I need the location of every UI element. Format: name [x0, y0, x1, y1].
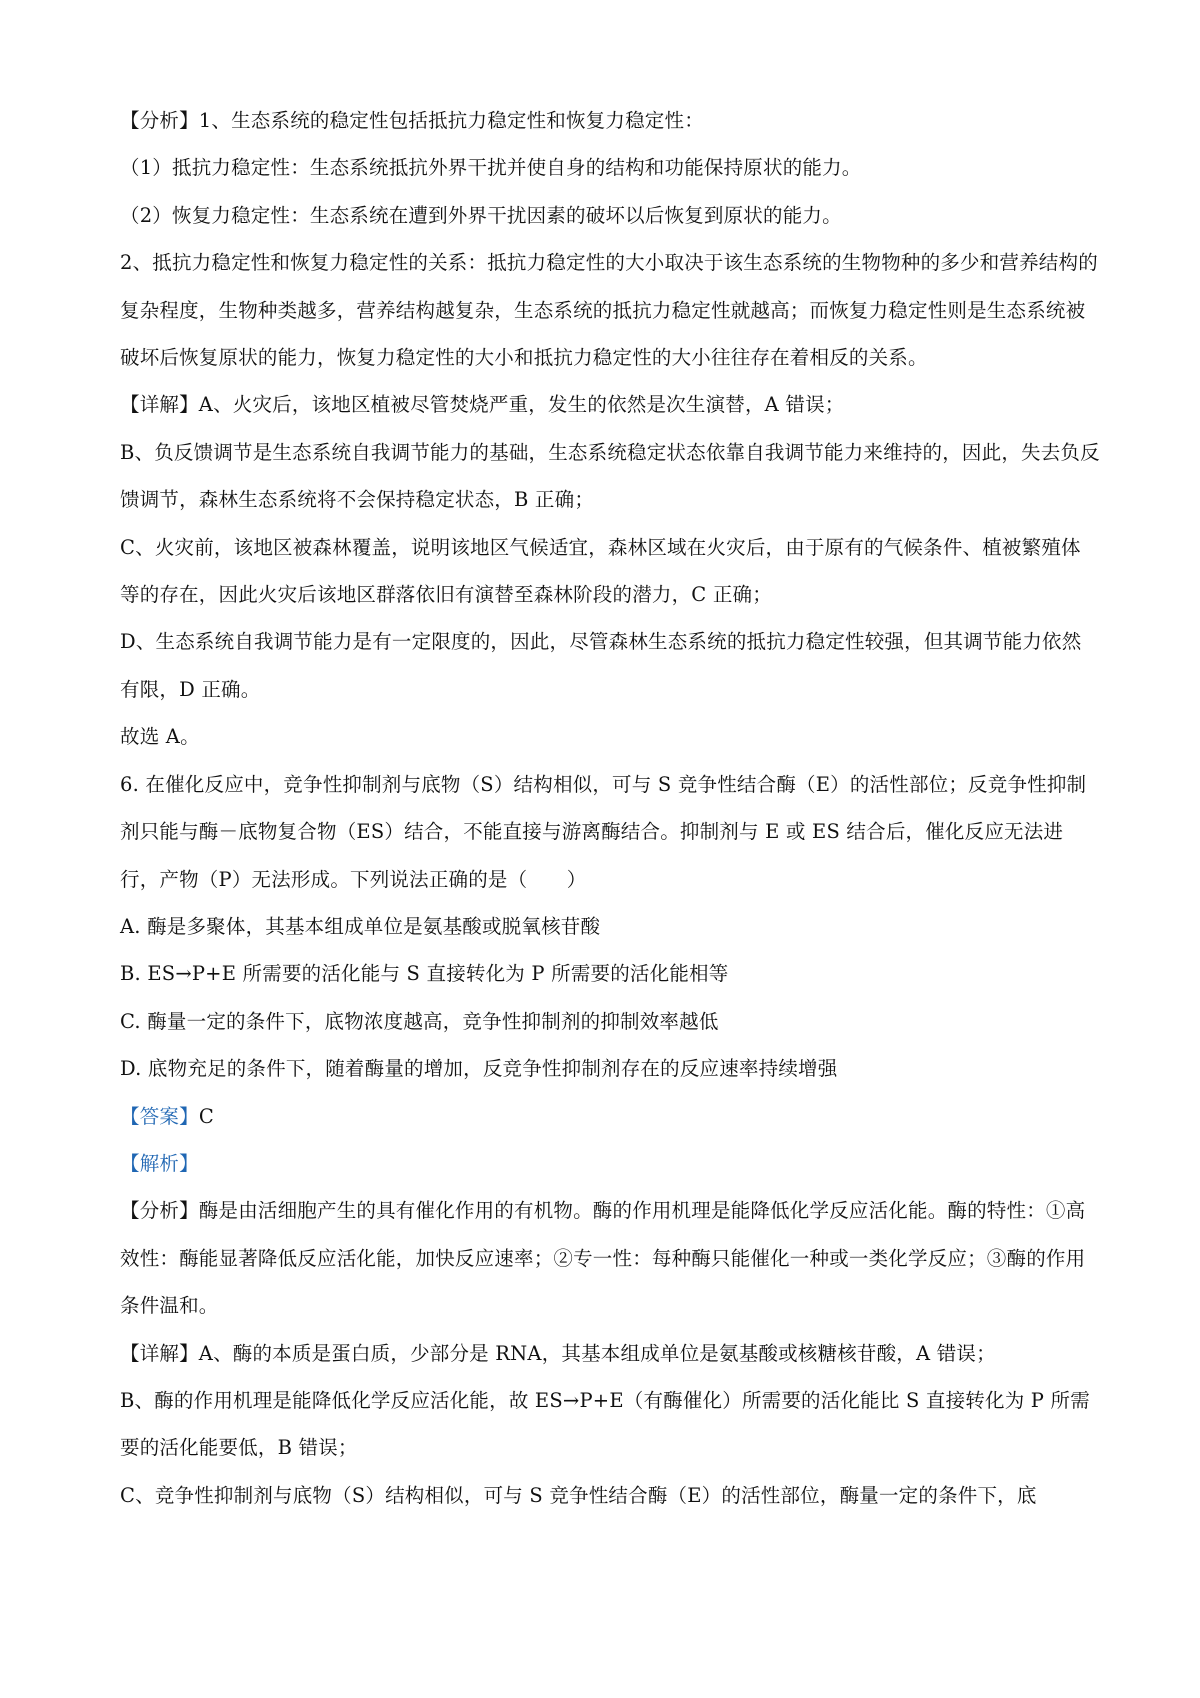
document-body	[120, 97, 1100, 1519]
solution-label: 【解析】	[120, 1151, 199, 1175]
detail-option-c: C、火灾前，该地区被森林覆盖，说明该地区气候适宜，森林区域在火灾后，由于原有的气候条件、植被繁殖体等的存在，因此火灾后该地区群落依旧有演替至森林阶段的潜力，C 正确；	[120, 535, 1081, 607]
analysis-paragraph-1: 【分析】1、生态系统的稳定性包括抵抗力稳定性和恢复力稳定性：	[120, 109, 704, 132]
solution-analysis: 【分析】酶是由活细胞产生的具有催化作用的有机物。酶的作用机理是能降低化学反应活化能。酶的特性：①高效性：酶能显著降低反应活化能，加快反应速率；②专一性：每种酶只能催化一种或一类化学反应；③酶的作用条件温和。	[120, 1199, 1086, 1318]
answer-value: C	[198, 1104, 214, 1128]
conclusion: 故选 A。	[120, 725, 200, 749]
solution-detail-b: B、酶的作用机理是能降低化学反应活化能，故 ES→P+E（有酶催化）所需要的活化能比 S 直接转化为 P 所需要的活化能要低，B 错误；	[120, 1388, 1090, 1460]
analysis-item-1: （1）抵抗力稳定性：生态系统抵抗外界干扰并使自身的结构和功能保持原状的能力。	[120, 156, 862, 180]
analysis-item-2: （2）恢复力稳定性：生态系统在遭到外界干扰因素的破坏以后恢复到原状的能力。	[120, 203, 842, 227]
solution-detail-c: C、竞争性抑制剂与底物（S）结构相似，可与 S 竞争性结合酶（E）的活性部位，酶量一定的条件下，底	[120, 1483, 1037, 1507]
question-6-option-d: D. 底物充足的条件下，随着酶量的增加，反竞争性抑制剂存在的反应速率持续增强	[120, 1057, 838, 1081]
question-6-option-b: B. ES→P+E 所需要的活化能与 S 直接转化为 P 所需要的活化能相等	[120, 962, 729, 986]
answer-label: 【答案】	[120, 1104, 199, 1128]
detail-option-d: D、生态系统自我调节能力是有一定限度的，因此，尽管森林生态系统的抵抗力稳定性较强，但其调节能力依然有限，D 正确。	[120, 630, 1082, 701]
solution-detail-a: 【详解】A、酶的本质是蛋白质，少部分是 RNA，其基本组成单位是氨基酸或核糖核苷酸，A 错误；	[120, 1341, 996, 1365]
detail-option-a: 【详解】A、火灾后，该地区植被尽管焚烧严重，发生的依然是次生演替，A 错误；	[120, 393, 845, 417]
analysis-paragraph-2: 2、抵抗力稳定性和恢复力稳定性的关系：抵抗力稳定性的大小取决于该生态系统的生物物种的多少和营养结构的复杂程度，生物种类越多，营养结构越复杂，生态系统的抵抗力稳定性就越高；而恢复力稳定性则是生态系统被破坏后恢复原状的能力，恢复力稳定性的大小和抵抗力稳定性的大小往往存在着相反的关系。	[120, 251, 1098, 370]
question-6-stem: 6. 在催化反应中，竞争性抑制剂与底物（S）结构相似，可与 S 竞争性结合酶（E）的活性部位；反竞争性抑制剂只能与酶－底物复合物（ES）结合，不能直接与游离酶结合。抑制剂与 E 或 ES 结合后，催化反应无法进行，产物（P）无法形成。下列说法正确的是（ ）	[120, 772, 1087, 891]
question-6-option-a: A. 酶是多聚体，其基本组成单位是氨基酸或脱氧核苷酸	[120, 914, 601, 938]
question-6-option-c: C. 酶量一定的条件下，底物浓度越高，竞争性抑制剂的抑制效率越低	[120, 1009, 719, 1033]
detail-option-b: B、负反馈调节是生态系统自我调节能力的基础，生态系统稳定状态依靠自我调节能力来维持的，因此，失去负反馈调节，森林生态系统将不会保持稳定状态，B 正确；	[120, 440, 1100, 512]
answer-line	[120, 1093, 1100, 1140]
